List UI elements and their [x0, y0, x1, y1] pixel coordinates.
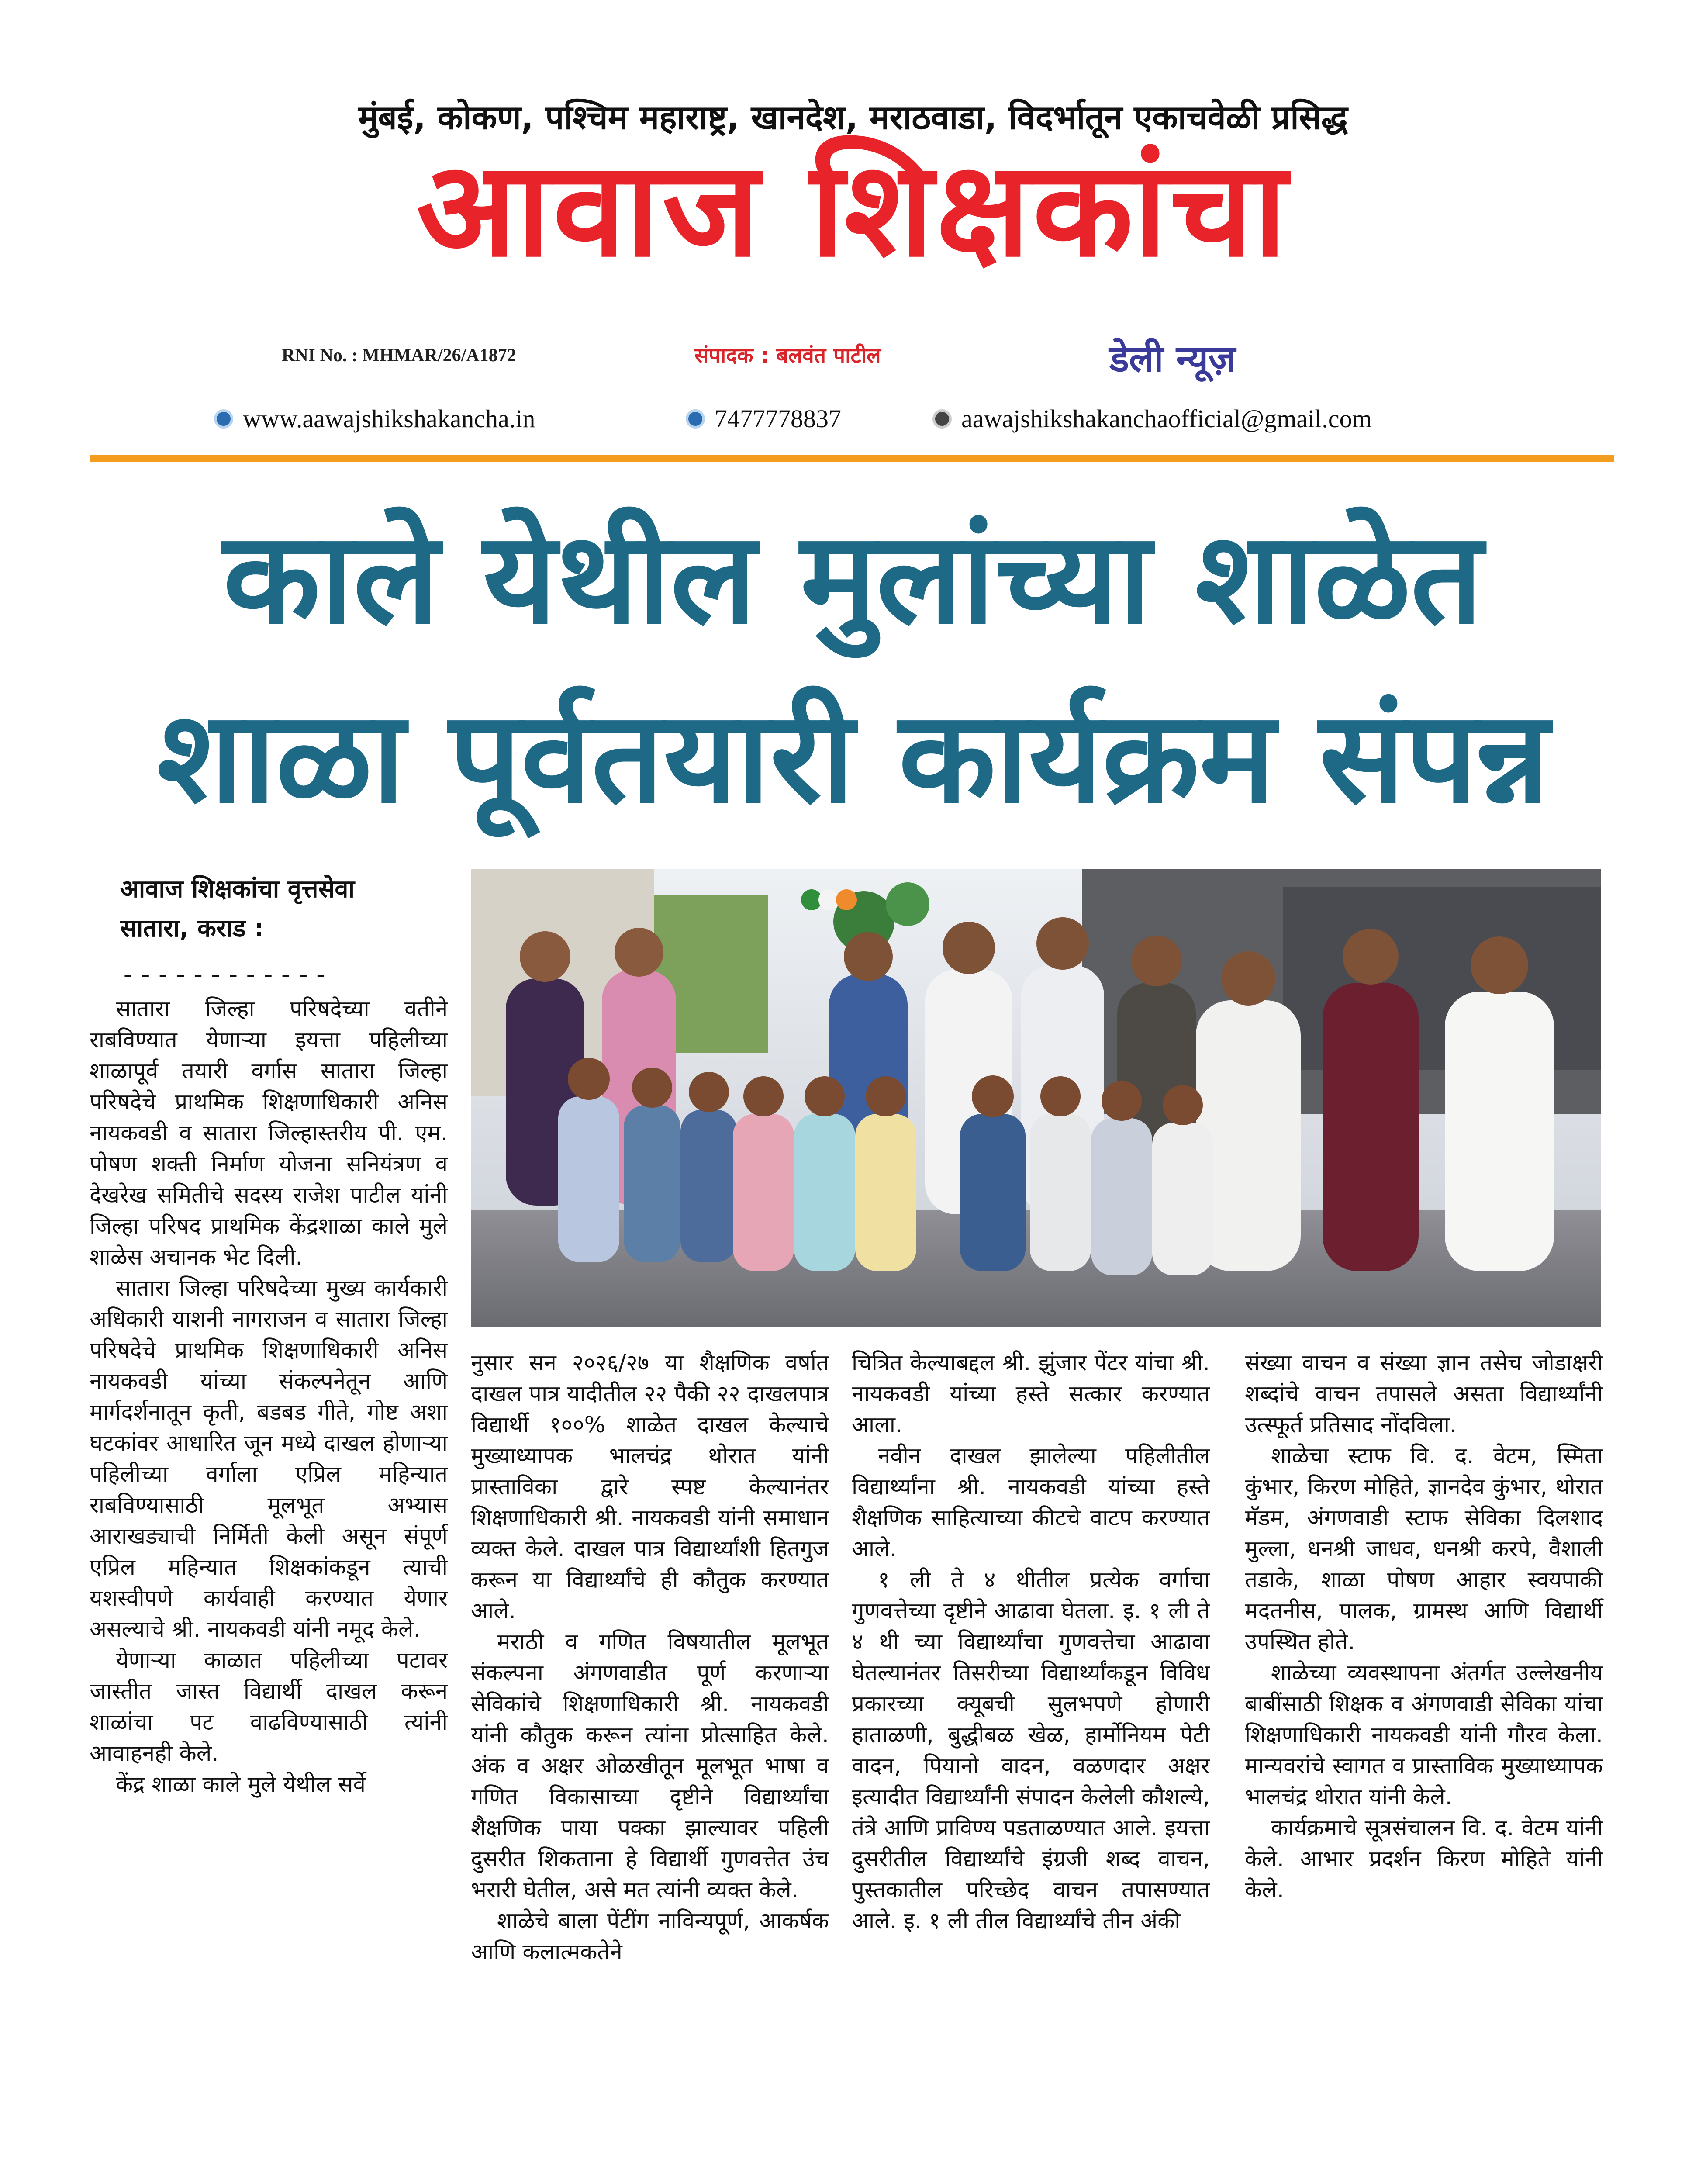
- col2-para-3: शाळेचे बाला पेंटींग नाविन्यपूर्ण, आकर्षक आणि कलात्मकतेने: [471, 1908, 829, 1965]
- col2-para-1: नुसार सन २०२६/२७ या शैक्षणिक वर्षात दाखल पात्र यादीतील २२ पैकी २२ दाखलपात्र विद्यार्थी १००% शाळेत दाखल केल्याचे मुख्याध्यापक भालचंद्र थोरात यांनी प्रास्ताविका द्वारे स्पष्ट केल्यानंतर शिक्षणाधिकारी श्री. नायकवडी यांनी समाधान व्यक्त केले. दाखल पात्र विद्यार्थ्यांशी हितगुज करून या विद्यार्थ्यांचे ही कौतुक करण्यात आले.: [471, 1350, 829, 1624]
- byline-place: सातारा, कराड :: [120, 914, 264, 943]
- col3-para-1: चित्रित केल्याबद्दल श्री. झुंजार पेंटर यांचा श्री. नायकवडी यांच्या हस्ते सत्कार करण्यात आला.: [852, 1350, 1210, 1438]
- rni-number: RNI No. : MHMAR/26/A1872: [282, 346, 516, 366]
- event-photo: [471, 869, 1601, 1327]
- phone-contact[interactable]: [686, 404, 841, 433]
- daily-news-label: डेली न्यूज़: [1109, 337, 1236, 380]
- website-text: www.aawajshikshakancha.in: [243, 404, 535, 433]
- col1-para-2: सातारा जिल्हा परिषदेच्या मुख्य कार्यकारी अधिकारी याशनी नागराजन व सातारा जिल्हा परिषदेचे प्राथमिक शिक्षणाधिकारी अनिस नायकवडी यांच्या संकल्पनेतून आणि मार्गदर्शनातून कृती, बडबड गीते, गोष्ट अशा घटकांवर आधारित जून मध्ये दाखल होणाऱ्या पहिलीच्या वर्गाला एप्रिल महिन्यात राबविण्यासाठी मूलभूत अभ्यास आराखड्याची निर्मिती केली असून संपूर्ण एप्रिल महिन्यात शिक्षकांकडून त्याची यशस्वीपणे कार्यवाही करण्यात येणार असल्याचे श्री. नायकवडी यांनी नमूद केले.: [90, 1275, 448, 1642]
- editor-credit: संपादक : बलवंत पाटील: [694, 343, 881, 368]
- article-column-4: [1245, 1348, 1603, 2184]
- email-icon: [932, 409, 952, 429]
- tagline: मुंबई, कोकण, पश्चिम महाराष्ट्र, खानदेश, मराठवाडा, विदर्भातून एकाचवेळी प्रसिद्ध: [358, 98, 1348, 137]
- col2-para-2: मराठी व गणित विषयातील मूलभूत संकल्पना अंगणवाडीत पूर्ण करणाऱ्या सेविकांचे शिक्षणाधिकारी श्री. नायकवडी यांनी कौतुक करून त्यांना प्रोत्साहित केले. अंक व अक्षर ओळखीतून मूलभूत भाषा व गणित विकासाच्या दृष्टीने विद्यार्थ्यांचा शैक्षणिक पाया पक्का झाल्यावर पहिली दुसरीत शिकताना हे विद्यार्थी गुणवत्तेत उंच भरारी घेतील, असे मत त्यांनी व्यक्त केले.: [471, 1629, 829, 1903]
- article-column-1: [90, 994, 448, 2184]
- phone-icon: [686, 409, 705, 429]
- col1-para-3: येणाऱ्या काळात पहिलीच्या पटावर जास्तीत जास्त विद्यार्थी दाखल करून शाळांचा पट वाढविण्यासाठी त्यांनी आवाहनही केले.: [90, 1648, 448, 1766]
- col3-para-2: नवीन दाखल झालेल्या पहिलीतील विद्यार्थ्यांना श्री. नायकवडी यांच्या हस्ते शैक्षणिक साहित्याच्या कीटचे वाटप करण्यात आले.: [852, 1443, 1210, 1562]
- article-column-3: [852, 1348, 1210, 2184]
- masthead-title: आवाज शिक्षकांचा: [416, 133, 1290, 286]
- phone-text: 7477778837: [715, 404, 841, 433]
- col1-para-1: सातारा जिल्हा परिषदेच्या वतीने राबविण्यात येणाऱ्या इयत्ता पहिलीच्या शाळापूर्व तयारी वर्गास सातारा जिल्हा परिषदेचे प्राथमिक शिक्षणाधिकारी अनिस नायकवडी व सातारा जिल्हास्तरीय पी. एम. पोषण शक्ती निर्माण योजना सनियंत्रण व देखरेख समितीचे सदस्य राजेश पाटील यांनी जिल्हा परिषद प्राथमिक केंद्रशाळा काले मुले शाळेस अचानक भेट दिली.: [90, 996, 448, 1270]
- col1-para-4: केंद्र शाळा काले मुले येथील सर्वे: [116, 1772, 366, 1797]
- headline-line-2: शाळा पूर्वतयारी कार्यक्रम संपन्न: [157, 684, 1549, 831]
- headline-line-1: काले येथील मुलांच्या शाळेत: [223, 505, 1483, 652]
- byline-service: आवाज शिक्षकांचा वृत्तसेवा: [120, 875, 355, 903]
- email-text: aawajshikshakanchaofficial@gmail.com: [961, 404, 1372, 433]
- col4-para-2: शाळेचा स्टाफ वि. द. वेटम, स्मिता कुंभार, किरण मोहिते, ज्ञानदेव कुंभार, थोरात मॅडम, अंगणवाडी स्टाफ सेविका दिलशाद मुल्ला, धनश्री जाधव, धनश्री करपे, वैशाली तडाके, शाळा पोषण आहार स्वयपाकी मदतनीस, पालक, ग्रामस्थ आणि विद्यार्थी उपस्थित होते.: [1245, 1443, 1603, 1655]
- children-group: [558, 1058, 1213, 1275]
- website-contact[interactable]: [214, 404, 535, 433]
- col3-para-3: १ ली ते ४ थीतील प्रत्येक वर्गाचा गुणवत्तेच्या दृष्टीने आढावा घेतला. इ. १ ली ते ४ थी च्या विद्यार्थ्यांचा गुणवत्तेचा आढावा घेतल्यानंतर तिसरीच्या विद्यार्थ्यांकडून विविध प्रकारच्या क्यूबची सुलभपणे होणारी हाताळणी, बुद्धीबळ खेळ, हार्मोनियम पेटी वादन, पियानो वादन, वळणदार अक्षर इत्यादीत विद्यार्थ्यांनी संपादन केलेली कौशल्ये, तंत्रे आणि प्राविण्य पडताळण्यात आले. इयत्ता दुसरीतील विद्यार्थ्यांचे इंग्रजी शब्द वाचन, पुस्तकातील परिच्छेद वाचन तपासण्यात आले. इ. १ ली तील विद्यार्थ्यांचे तीन अंकी: [852, 1567, 1210, 1934]
- header-divider: [90, 455, 1614, 462]
- article-column-2: [471, 1348, 829, 2184]
- col4-para-3: शाळेच्या व्यवस्थापना अंतर्गत उल्लेखनीय बाबींसाठी शिक्षक व अंगणवाडी सेविका यांचा शिक्षणाधिकारी नायकवडी यांनी गौरव केला. मान्यवरांचे स्वागत व प्रास्ताविक मुख्याध्यापक भालचंद्र थोरात यांनी केले.: [1245, 1660, 1603, 1810]
- byline-divider: ------------: [120, 959, 331, 989]
- col4-para-4: कार्यक्रमाचे सूत्रसंचालन वि. द. वेटम यांनी केले. आभार प्रदर्शन किरण मोहिते यांनी केले.: [1245, 1815, 1603, 1903]
- event-photo-illustration: [471, 869, 1601, 1327]
- col4-para-1: संख्या वाचन व संख्या ज्ञान तसेच जोडाक्षरी शब्दांचे वाचन तपासले असता विद्यार्थ्यांनी उत्स्फूर्त प्रतिसाद नोंदविला.: [1245, 1350, 1603, 1438]
- globe-icon: [214, 409, 233, 429]
- email-contact[interactable]: [932, 404, 1372, 433]
